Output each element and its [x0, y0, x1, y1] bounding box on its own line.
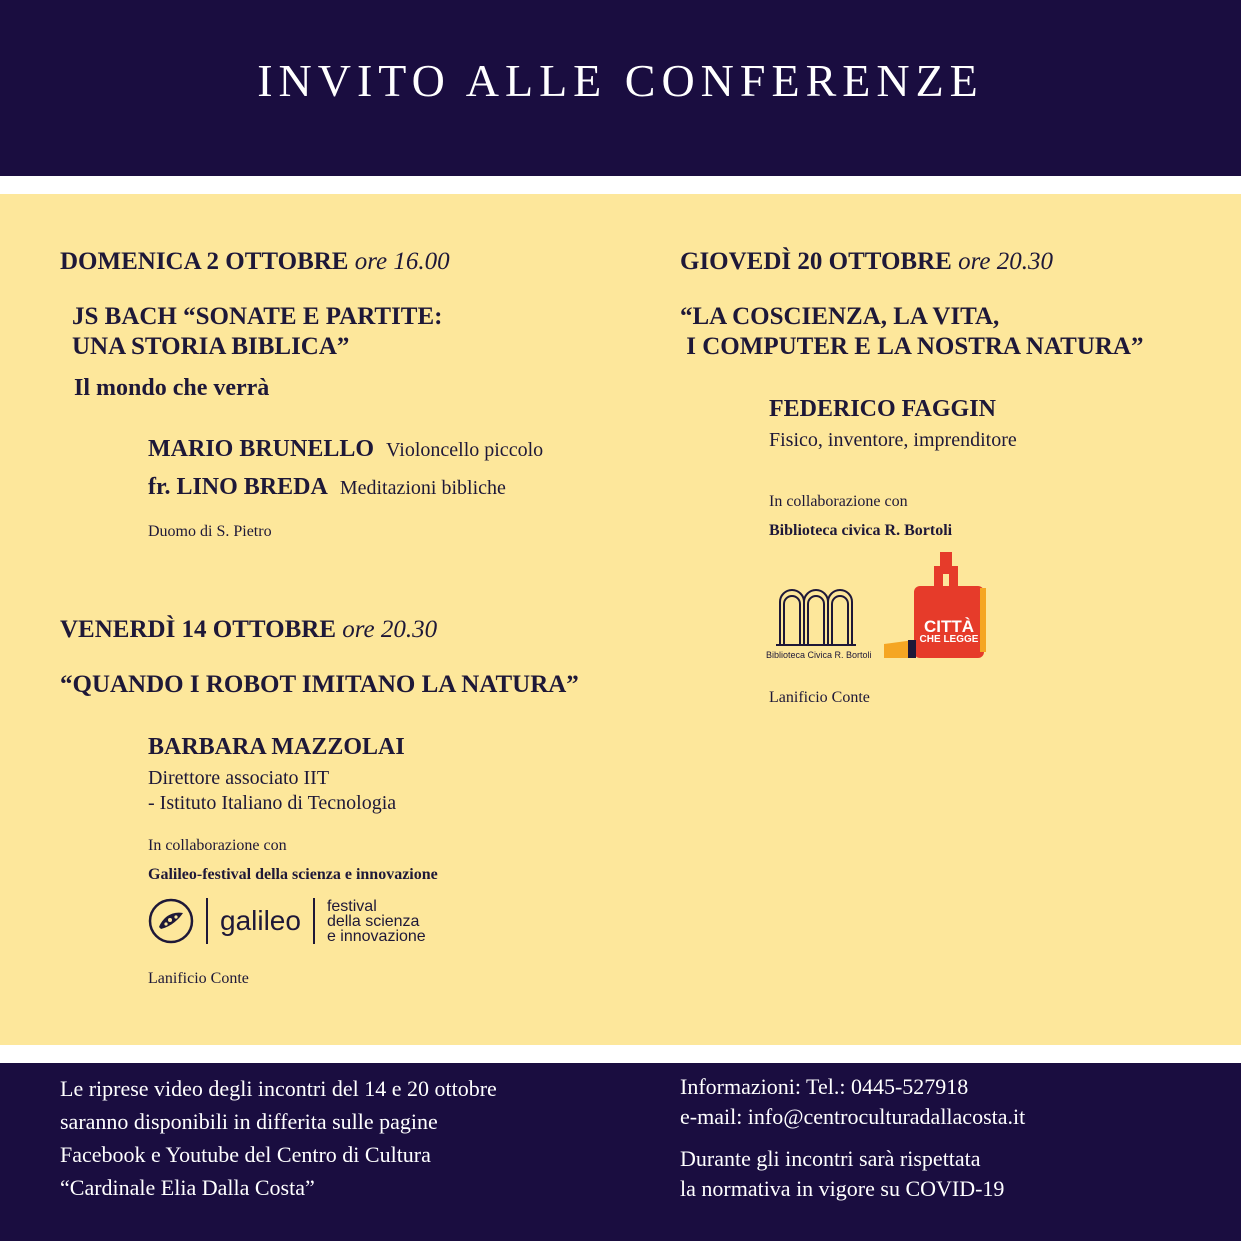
- event2-day: VENERDÌ 14 OTTOBRE: [60, 616, 336, 643]
- event1-venue: Duomo di S. Pietro: [148, 523, 272, 540]
- page-title: INVITO ALLE CONFERENZE: [257, 55, 984, 106]
- event2-venue: Lanificio Conte: [148, 970, 249, 987]
- logo-divider: [313, 898, 315, 944]
- event3-venue: Lanificio Conte: [769, 689, 870, 706]
- event2-speaker: BARBARA MAZZOLAI: [148, 734, 405, 760]
- footer-info: Informazioni: Tel.: 0445-527918 e-mail: info@centroculturadallacosta.it: [680, 1074, 1026, 1129]
- biblioteca-logo-text: Biblioteca Civica R. Bortoli: [766, 650, 872, 660]
- footer-video-note: Le riprese video degli incontri del 14 e 20 ottobre saranno disponibili in differita sulle pagine Facebook e Youtube del Centro di Cultura “Cardinale Elia Dalla Costa”: [60, 1076, 497, 1200]
- event1-day: DOMENICA 2 OTTOBRE: [60, 248, 349, 275]
- event3-title: “LA COSCIENZA, LA VITA, I COMPUTER E LA NOSTRA NATURA”: [680, 303, 1144, 360]
- galileo-logo: [148, 898, 426, 944]
- speaker-role: Meditazioni bibliche: [339, 477, 506, 499]
- event1-time: ore 16.00: [354, 248, 450, 275]
- event1-speaker2: [148, 474, 506, 501]
- event3-time: ore 20.30: [958, 248, 1053, 275]
- citta-logo-line2: CHE LEGGE: [919, 634, 979, 645]
- event2-time: ore 20.30: [342, 616, 438, 643]
- event1-title: JS BACH “SONATE E PARTITE: UNA STORIA BIBLICA”: [72, 303, 443, 360]
- logo-divider: [206, 898, 208, 944]
- speaker-name: MARIO BRUNELLO: [148, 436, 375, 462]
- event2-role: Direttore associato IIT - Istituto Italiano di Tecnologia: [148, 767, 397, 814]
- citta-che-legge-logo: [882, 552, 988, 662]
- event1-date: [60, 248, 450, 276]
- citta-logo-text: [914, 618, 984, 645]
- event2-collab-name: Galileo-festival della scienza e innovazione: [148, 866, 438, 883]
- event1-speaker1: [148, 436, 543, 463]
- event3-day: GIOVEDÌ 20 OTTOBRE: [680, 248, 952, 275]
- event2-title: “QUANDO I ROBOT IMITANO LA NATURA”: [60, 671, 579, 698]
- event2-date: [60, 616, 437, 644]
- event3-date: [680, 248, 1053, 276]
- event2-collab-label: In collaborazione con: [148, 837, 287, 854]
- speaker-name: fr. LINO BREDA: [148, 474, 328, 500]
- event3-speaker: FEDERICO FAGGIN: [769, 396, 996, 422]
- galileo-subtitle: festival della scienza e innovazione: [326, 897, 426, 945]
- galileo-emblem-icon: [148, 898, 194, 944]
- citta-logo-line1: CITTÀ: [923, 617, 975, 636]
- event3-collab-label: In collaborazione con: [769, 493, 908, 510]
- galileo-wordmark: galileo: [220, 905, 301, 936]
- speaker-role: Violoncello piccolo: [386, 439, 544, 461]
- event3-collab-name: Biblioteca civica R. Bortoli: [769, 522, 953, 539]
- event1-subtitle: Il mondo che verrà: [74, 375, 270, 401]
- event3-role: Fisico, inventore, imprenditore: [769, 429, 1017, 451]
- footer-covid-note: Durante gli incontri sarà rispettata la normativa in vigore su COVID-19: [680, 1146, 1005, 1201]
